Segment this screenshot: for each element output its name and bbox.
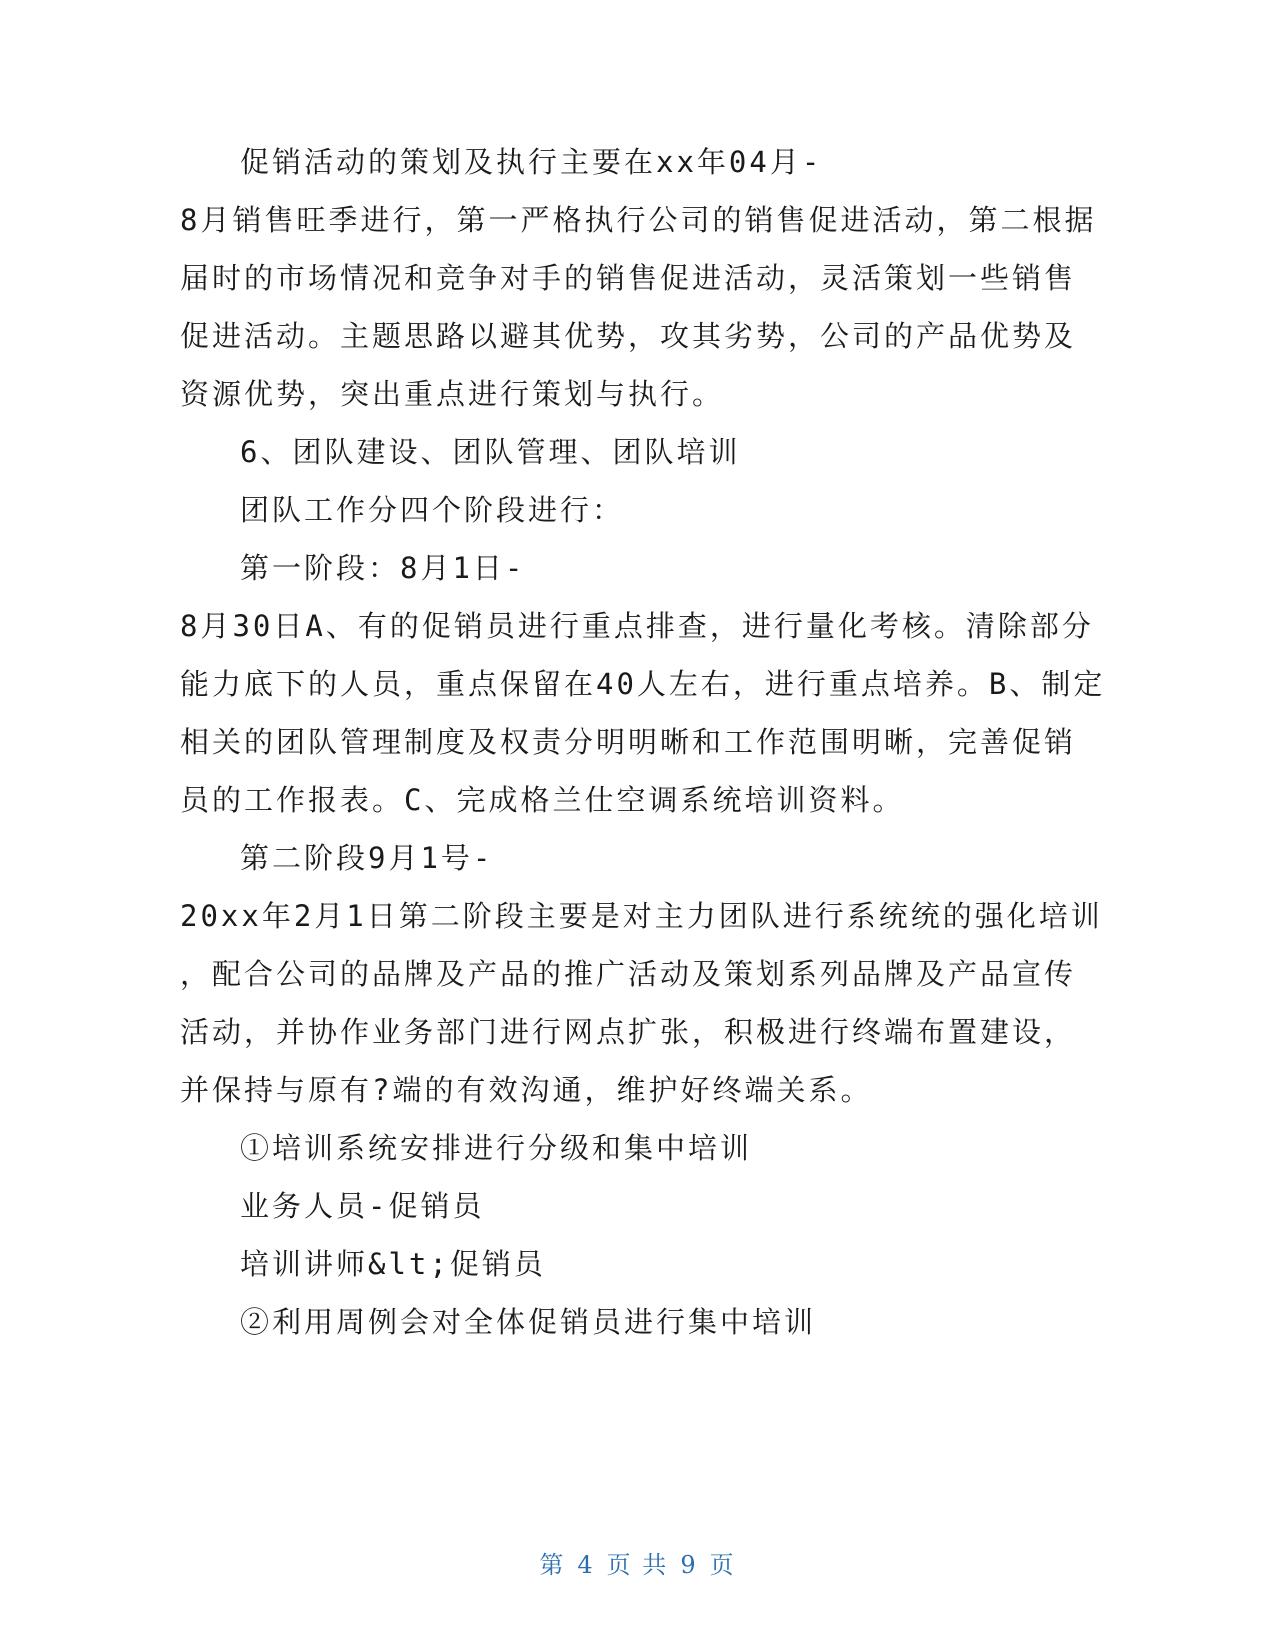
text-line: 第一阶段：8月1日- bbox=[240, 551, 526, 585]
text-line: 促销活动的策划及执行主要在xx年04月- bbox=[240, 145, 823, 179]
text-line: 20xx年2月1日第二阶段主要是对主力团队进行系统统的强化培训 bbox=[180, 899, 1103, 933]
footer-suffix: 页 bbox=[709, 1551, 736, 1579]
text-line: ②利用周例会对全体促销员进行集中培训 bbox=[240, 1305, 817, 1339]
current-page-number: 4 bbox=[577, 1551, 595, 1579]
text-line: 能力底下的人员，重点保留在40人左右，进行重点培养。B、制定 bbox=[180, 667, 1106, 701]
section-heading: 6、团队建设、团队管理、团队培训 bbox=[240, 435, 741, 469]
footer-middle: 页 共 bbox=[606, 1551, 669, 1579]
text-line: 资源优势，突出重点进行策划与执行。 bbox=[180, 377, 725, 411]
text-line: 并保持与原有?端的有效沟通，维护好终端关系。 bbox=[180, 1073, 873, 1107]
text-line: ①培训系统安排进行分级和集中培训 bbox=[240, 1131, 753, 1165]
text-line: 员的工作报表。C、完成格兰仕空调系统培训资料。 bbox=[180, 783, 905, 817]
text-line: 业务人员-促销员 bbox=[240, 1189, 485, 1223]
footer-prefix: 第 bbox=[539, 1551, 566, 1579]
text-line: 培训讲师&lt;促销员 bbox=[240, 1247, 546, 1281]
text-line: 第二阶段9月1号- bbox=[240, 841, 494, 875]
text-line: 届时的市场情况和竞争对手的销售促进活动，灵活策划一些销售 bbox=[180, 261, 1077, 295]
text-line: ，配合公司的品牌及产品的推广活动及策划系列品牌及产品宣传 bbox=[180, 957, 1077, 991]
text-line: 8月销售旺季进行，第一严格执行公司的销售促进活动，第二根据 bbox=[180, 203, 1097, 237]
text-line: 活动，并协作业务部门进行网点扩张，积极进行终端布置建设， bbox=[180, 1015, 1077, 1049]
text-line: 相关的团队管理制度及权责分明明晰和工作范围明晰，完善促销 bbox=[180, 725, 1077, 759]
text-line: 团队工作分四个阶段进行： bbox=[240, 493, 625, 527]
page-footer bbox=[0, 1545, 1275, 1580]
total-page-number: 9 bbox=[680, 1551, 698, 1579]
text-line: 促进活动。主题思路以避其优势，攻其劣势，公司的产品优势及 bbox=[180, 319, 1077, 353]
text-line: 8月30日A、有的促销员进行重点排查，进行量化考核。清除部分 bbox=[180, 609, 1094, 643]
